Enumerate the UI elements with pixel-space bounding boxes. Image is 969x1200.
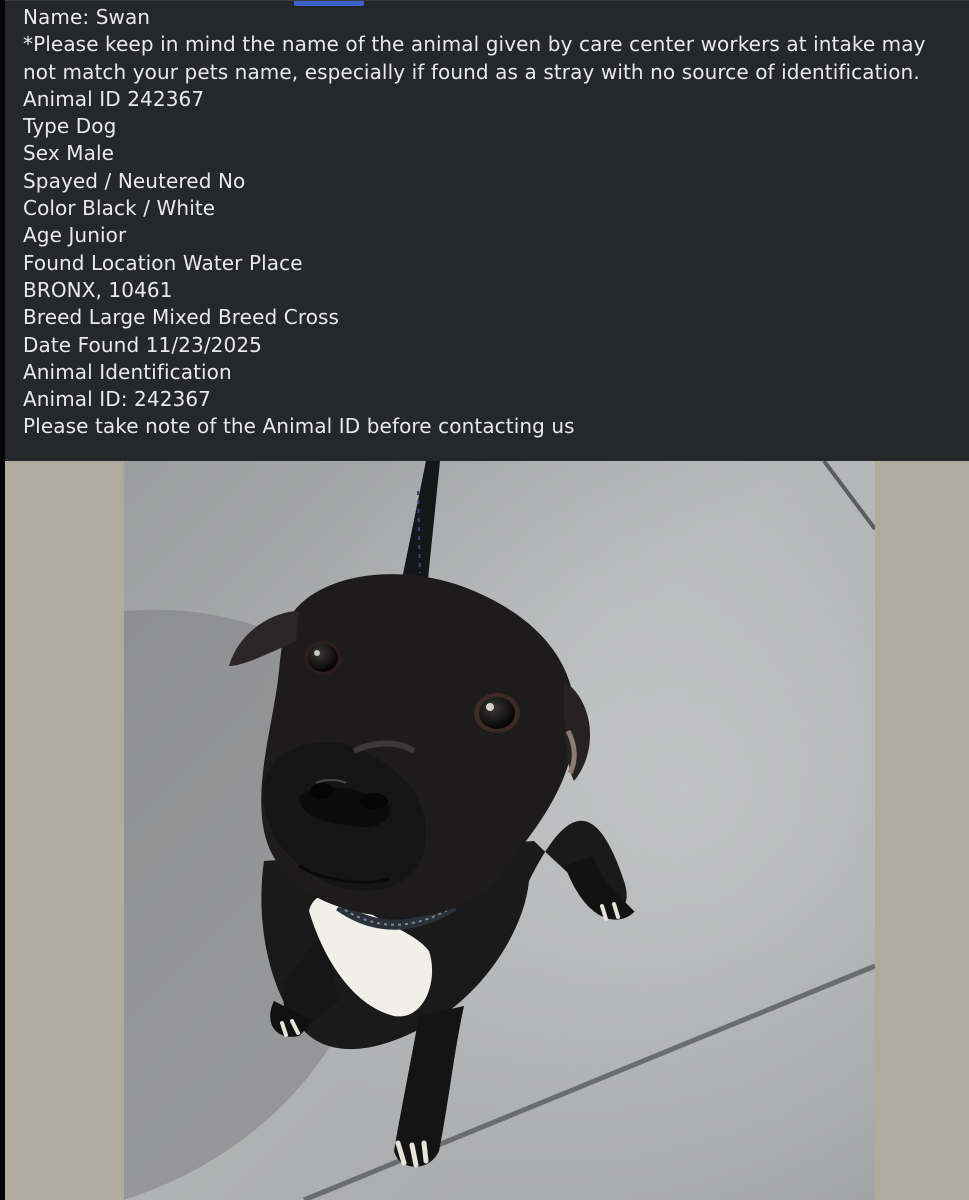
age-line: Age Junior — [23, 223, 127, 248]
type-line: Type Dog — [23, 114, 117, 139]
post-text-panel — [5, 0, 969, 461]
spayed-neutered-line: Spayed / Neutered No — [23, 168, 246, 193]
right-nostril — [360, 793, 388, 809]
animal-name-line: Name: Swan — [23, 5, 151, 29]
animal-identification-heading: Animal Identification — [23, 359, 232, 384]
color-line: Color Black / White — [23, 196, 216, 221]
borough-zip-line: BRONX, 10461 — [23, 277, 173, 302]
left-eye-glint — [314, 650, 320, 656]
left-eye — [308, 644, 338, 672]
post-body — [23, 4, 963, 441]
disclaimer-line: *Please keep in mind the name of the animal given by care center workers at intake may not match your pets name, especially if found as a stray with no source of identification. — [23, 32, 926, 84]
right-eye-glint — [486, 703, 494, 711]
right-eye — [479, 697, 515, 729]
contact-note-line: Please take note of the Animal ID before contacting us — [23, 414, 575, 439]
date-found-line: Date Found 11/23/2025 — [23, 332, 262, 357]
found-location-line: Found Location Water Place — [23, 250, 303, 275]
breed-line: Breed Large Mixed Breed Cross — [23, 305, 340, 330]
dog-photo[interactable] — [124, 461, 875, 1200]
left-nostril — [310, 783, 334, 799]
sex-line: Sex Male — [23, 141, 115, 166]
animal-id-line: Animal ID 242367 — [23, 86, 205, 111]
photo-frame — [5, 461, 969, 1200]
animal-id-detail-line: Animal ID: 242367 — [23, 387, 212, 412]
